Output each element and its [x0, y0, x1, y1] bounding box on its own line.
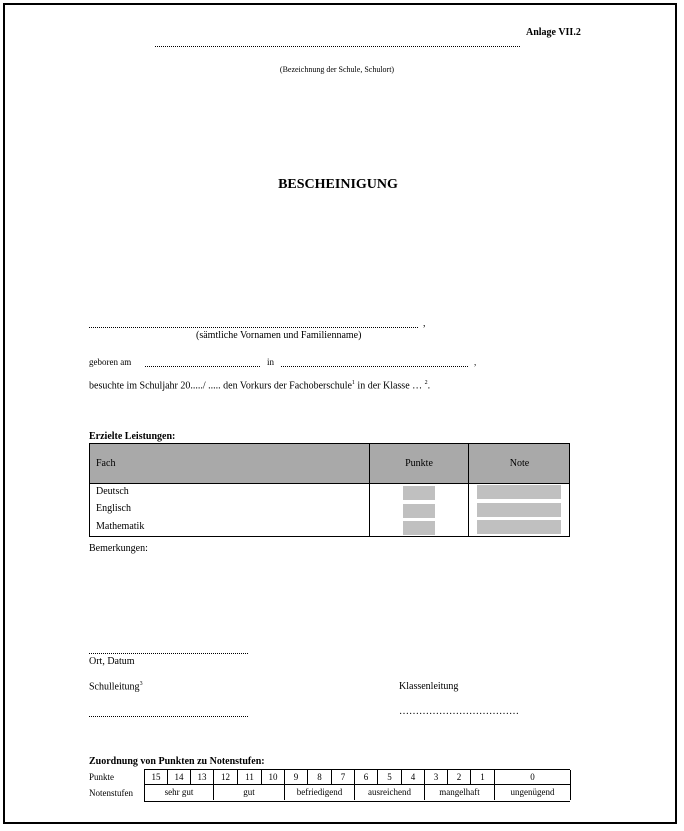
- levels-row-label: Notenstufen: [89, 788, 133, 798]
- grade-field-german[interactable]: [477, 485, 561, 499]
- level-cell: befriedigend: [285, 785, 355, 800]
- name-dotted-line: [89, 327, 418, 328]
- attendance-statement: besuchte im Schuljahr 20...../ ..... den Vorkurs der Fachoberschule$^1$ in der Klasse … $^2$.: [89, 380, 431, 392]
- page-frame: [3, 3, 677, 824]
- level-cell: mangelhaft: [425, 785, 495, 800]
- place-date-dotted-line: [89, 653, 248, 654]
- level-cell: sehr gut: [145, 785, 214, 800]
- level-cell: ausreichend: [355, 785, 425, 800]
- points-row-label: Punkte: [89, 772, 115, 782]
- school-dotted-line: [155, 46, 520, 47]
- remarks-label: Bemerkungen:: [89, 543, 148, 554]
- points-cell: 5: [378, 770, 402, 785]
- class-teacher-label: Klassenleitung: [399, 681, 459, 692]
- performance-heading: Erzielte Leistungen:: [89, 431, 176, 442]
- points-cell: 1: [471, 770, 495, 785]
- points-cell: 11: [238, 770, 262, 785]
- points-field-german[interactable]: [403, 486, 435, 500]
- points-field-math[interactable]: [403, 521, 435, 535]
- column-header-grade: Note: [509, 458, 530, 469]
- points-cell: 6: [355, 770, 378, 785]
- born-label: geboren am: [89, 357, 132, 367]
- column-header-subject: Fach: [96, 458, 116, 469]
- points-cell: 2: [448, 770, 471, 785]
- subject-german: Deutsch: [96, 486, 129, 497]
- born-date-dotted-line: [145, 366, 260, 367]
- points-cell: 12: [214, 770, 238, 785]
- place-date-label: Ort, Datum: [89, 656, 135, 667]
- class-teacher-dotted-line: ………………………………: [399, 706, 519, 717]
- points-row: [144, 769, 570, 785]
- subject-math: Mathematik: [96, 521, 145, 532]
- column-header-points: Punkte: [405, 458, 433, 469]
- document-title: BESCHEINIGUNG: [278, 177, 398, 192]
- school-head-label: Schulleitung$^3$: [89, 681, 143, 693]
- points-cell: 7: [332, 770, 355, 785]
- points-cell: 0: [495, 770, 571, 785]
- points-cell: 13: [191, 770, 214, 785]
- points-cell: 3: [425, 770, 448, 785]
- points-cell: 8: [308, 770, 332, 785]
- levels-row: [144, 785, 570, 802]
- subject-english: Englisch: [96, 503, 131, 514]
- points-cell: 9: [285, 770, 308, 785]
- name-comma: ,: [423, 318, 426, 329]
- school-caption: (Bezeichnung der Schule, Schulort): [279, 65, 395, 74]
- school-head-dotted-line: [89, 716, 248, 717]
- points-cell: 14: [168, 770, 191, 785]
- grade-field-english[interactable]: [477, 503, 561, 517]
- name-caption: (sämtliche Vornamen und Familienname): [196, 330, 362, 341]
- birthplace-comma: ,: [474, 357, 477, 367]
- level-cell: ungenügend: [495, 785, 571, 800]
- level-cell: gut: [214, 785, 285, 800]
- grade-scale-heading: Zuordnung von Punkten zu Notenstufen:: [89, 756, 265, 767]
- grade-field-math[interactable]: [477, 520, 561, 534]
- points-field-english[interactable]: [403, 504, 435, 518]
- points-cell: 4: [402, 770, 425, 785]
- in-label: in: [267, 357, 275, 367]
- annex-label: Anlage VII.2: [526, 27, 581, 38]
- points-cell: 10: [262, 770, 285, 785]
- points-cell: 15: [145, 770, 168, 785]
- performance-table: [89, 443, 570, 537]
- birthplace-dotted-line: [281, 366, 468, 367]
